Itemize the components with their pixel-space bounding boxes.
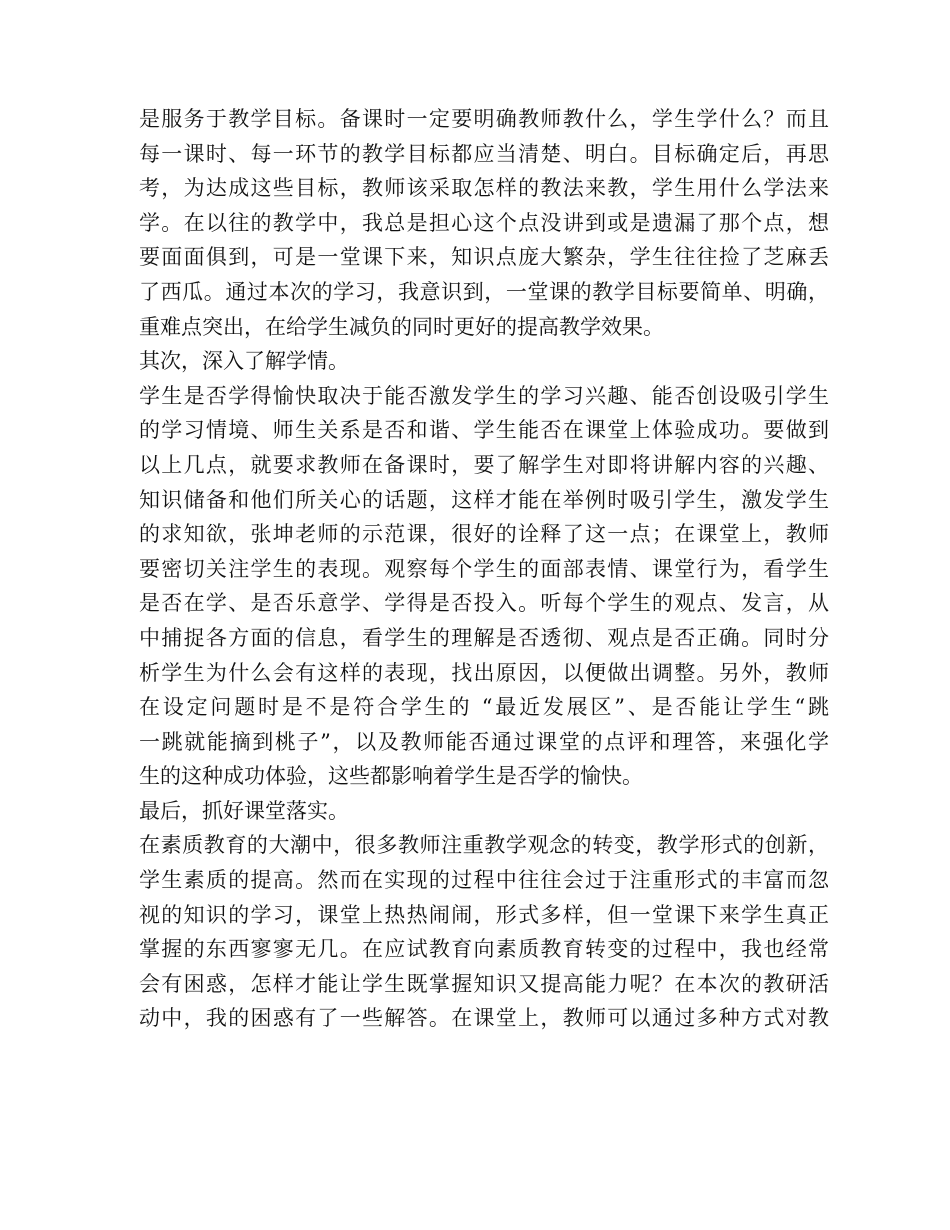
text-line: 了西瓜。通过本次的学习，我意识到，一堂课的教学目标要简单、明确， [139, 279, 829, 304]
text-line: 每一课时、每一环节的教学目标都应当清楚、明白。目标确定后，再思 [139, 141, 829, 166]
text-line: 会有困惑，怎样才能让学生既掌握知识又提高能力呢？在本次的教研活 [139, 971, 829, 996]
text-line: 生的这种成功体验，这些都影响着学生是否学的愉快。 [139, 764, 643, 789]
text-line: 视的知识的学习，课堂上热热闹闹，形式多样，但一堂课下来学生真正 [139, 902, 829, 927]
document-body [139, 102, 829, 1036]
text-line: 是服务于教学目标。备课时一定要明确教师教什么，学生学什么？而且 [139, 107, 829, 131]
text-line: 是否在学、是否乐意学、学得是否投入。听每个学生的观点、发言，从 [139, 591, 829, 616]
section-heading: 最后，抓好课堂落实。 [139, 798, 349, 823]
section-heading: 其次，深入了解学情。 [139, 349, 349, 374]
text-line: 学生素质的提高。然而在实现的过程中往往会过于注重形式的丰富而忽 [139, 868, 829, 893]
text-line: 在设定问题时是不是符合学生的 “最近发展区”、是否能让学生“跳 [139, 695, 829, 720]
text-line: 的学习情境、师生关系是否和谐、学生能否在课堂上体验成功。要做到 [139, 418, 829, 443]
text-line: 要密切关注学生的表现。观察每个学生的面部表情、课堂行为，看学生 [139, 556, 829, 581]
text-line: 在素质教育的大潮中，很多教师注重教学观念的转变，教学形式的创新， [139, 833, 829, 858]
text-line: 一跳就能摘到桃子”，以及教师能否通过课堂的点评和理答，来强化学 [139, 729, 829, 754]
text-line: 学生是否学得愉快取决于能否激发学生的学习兴趣、能否创设吸引学生 [139, 383, 829, 408]
text-line: 重难点突出，在给学生减负的同时更好的提高教学效果。 [139, 314, 664, 339]
text-line: 以上几点，就要求教师在备课时，要了解学生对即将讲解内容的兴趣、 [139, 452, 829, 477]
text-line: 中捕捉各方面的信息，看学生的理解是否透彻、观点是否正确。同时分 [139, 625, 829, 650]
text-line: 的求知欲，张坤老师的示范课，很好的诠释了这一点；在课堂上，教师 [139, 522, 829, 547]
text-line: 要面面俱到，可是一堂课下来，知识点庞大繁杂，学生往往捡了芝麻丢 [139, 245, 829, 270]
text-line: 掌握的东西寥寥无几。在应试教育向素质教育转变的过程中，我也经常 [139, 937, 829, 962]
text-line: 考，为达成这些目标，教师该采取怎样的教法来教，学生用什么学法来 [139, 176, 829, 201]
text-line: 知识储备和他们所关心的话题，这样才能在举例时吸引学生，激发学生 [139, 487, 829, 512]
text-line: 析学生为什么会有这样的表现，找出原因，以便做出调整。另外，教师 [139, 660, 829, 685]
text-line: 动中，我的困惑有了一些解答。在课堂上，教师可以通过多种方式对教 [139, 1006, 829, 1031]
text-line: 学。在以往的教学中，我总是担心这个点没讲到或是遗漏了那个点，想 [139, 210, 829, 235]
